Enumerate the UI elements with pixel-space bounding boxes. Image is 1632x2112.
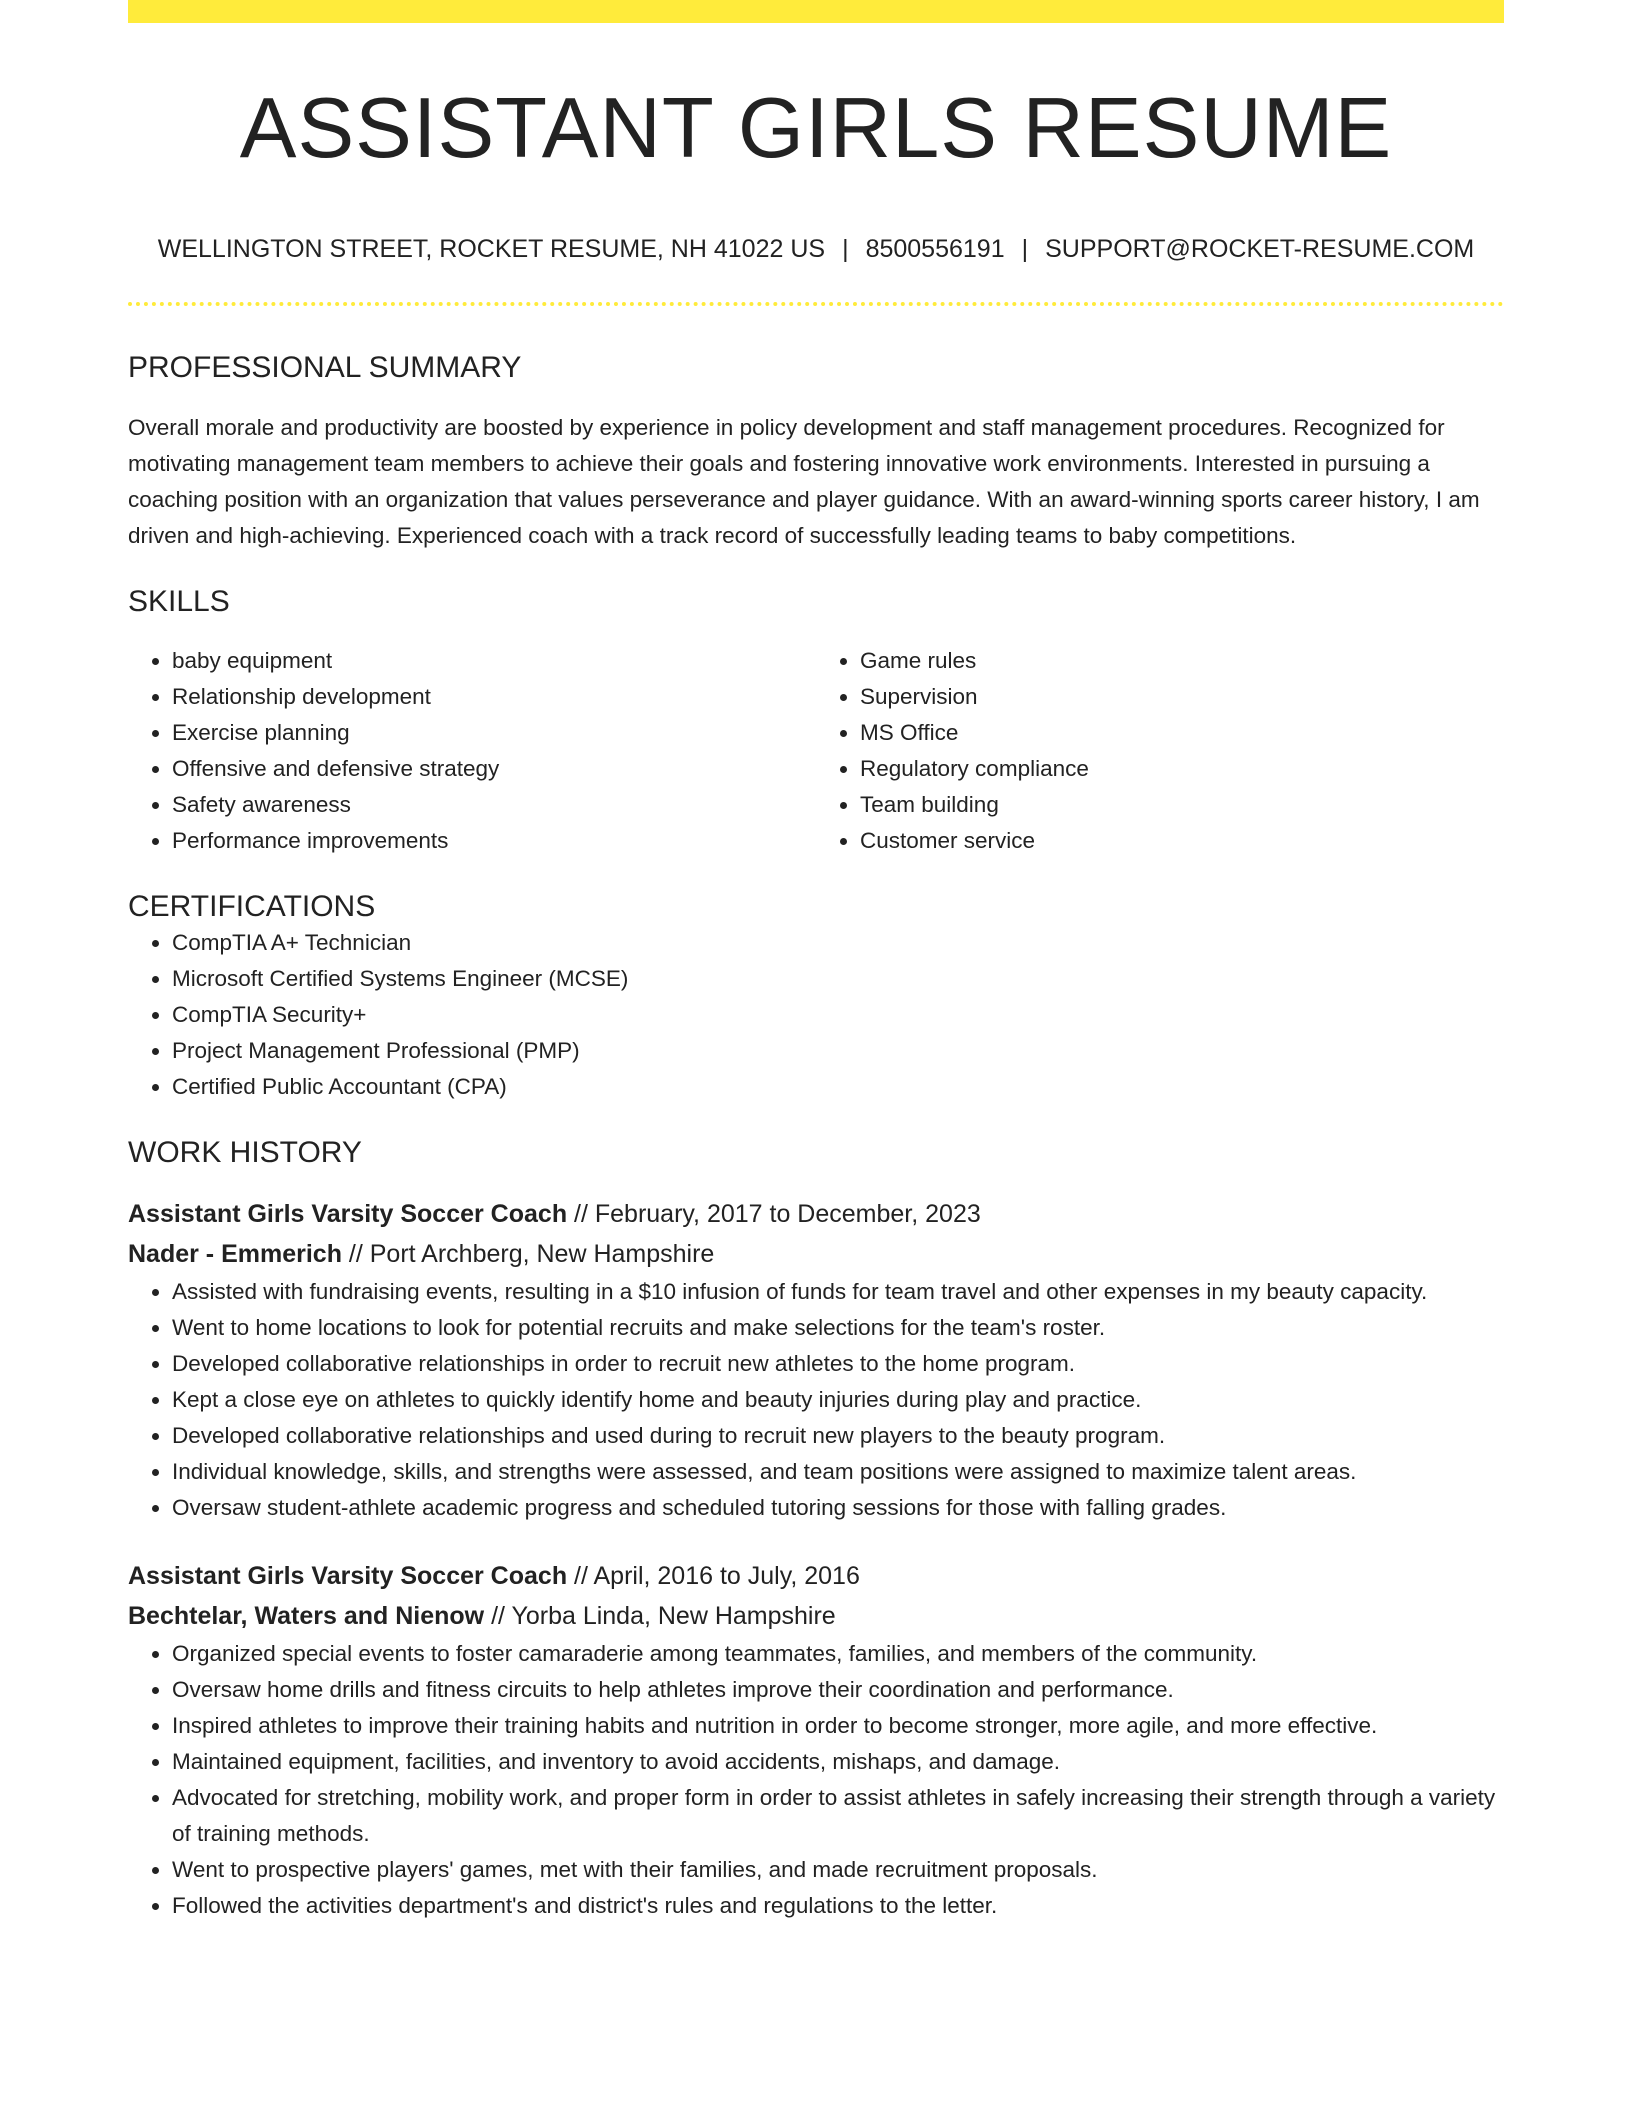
job-bullet: • Went to home locations to look for potential recruits and make selections for the team's roster.	[172, 1310, 1504, 1346]
skill-item: • Team building	[860, 787, 1504, 823]
contact-line	[128, 234, 1504, 264]
section-title-work-history: WORK HISTORY	[128, 1135, 362, 1169]
job-company-line	[128, 1234, 1504, 1274]
certification-item: • Project Management Professional (PMP)	[172, 1033, 1504, 1069]
job-bullet: • Developed collaborative relationships and used during to recruit new players to the beauty program.	[172, 1418, 1504, 1454]
job-bullet: • Followed the activities department's and district's rules and regulations to the letter.	[172, 1888, 1504, 1924]
certification-item: • CompTIA Security+	[172, 997, 1504, 1033]
section-title-skills: SKILLS	[128, 584, 230, 618]
skill-item: • Supervision	[860, 679, 1504, 715]
job-bullet: • Maintained equipment, facilities, and inventory to avoid accidents, mishaps, and damage.	[172, 1744, 1504, 1780]
accent-top-bar	[128, 0, 1504, 23]
dotted-divider	[128, 302, 1504, 306]
skills-list-right	[816, 643, 1504, 859]
job-bullet: • Went to prospective players' games, met with their families, and made recruitment proposals.	[172, 1852, 1504, 1888]
job-bullet: • Organized special events to foster camaraderie among teammates, families, and members of the community.	[172, 1636, 1504, 1672]
job-dates: // February, 2017 to December, 2023	[567, 1199, 981, 1228]
job-location: // Port Archberg, New Hampshire	[341, 1239, 715, 1268]
job-bullet: • Inspired athletes to improve their training habits and nutrition in order to become stronger, more agile, and more effective.	[172, 1708, 1504, 1744]
job-bullets	[128, 1274, 1504, 1526]
job-company: Bechtelar, Waters and Nienow	[128, 1601, 485, 1630]
skill-item: • Offensive and defensive strategy	[172, 751, 816, 787]
section-title-summary: PROFESSIONAL SUMMARY	[128, 350, 522, 384]
skill-item: • Regulatory compliance	[860, 751, 1504, 787]
skill-item: • Exercise planning	[172, 715, 816, 751]
job-company-line	[128, 1596, 1504, 1636]
skill-item: • MS Office	[860, 715, 1504, 751]
job-role-line	[128, 1556, 1504, 1596]
resume-page	[128, 0, 1504, 1924]
contact-email: SUPPORT@ROCKET-RESUME.COM	[1045, 234, 1475, 263]
job-company: Nader - Emmerich	[128, 1239, 342, 1268]
job-bullet: • Kept a close eye on athletes to quickly identify home and beauty injuries during play and practice.	[172, 1382, 1504, 1418]
skill-item: • Safety awareness	[172, 787, 816, 823]
section-title-certifications: CERTIFICATIONS	[128, 889, 376, 923]
certification-item: • Certified Public Accountant (CPA)	[172, 1069, 1504, 1105]
job-role: Assistant Girls Varsity Soccer Coach	[128, 1199, 568, 1228]
resume-title: ASSISTANT GIRLS RESUME	[239, 81, 1393, 176]
contact-phone: 8500556191	[865, 234, 1005, 263]
skills-list-left	[128, 643, 816, 859]
job-dates: // April, 2016 to July, 2016	[567, 1561, 860, 1590]
skill-item: • Relationship development	[172, 679, 816, 715]
skill-item: • baby equipment	[172, 643, 816, 679]
contact-address: WELLINGTON STREET, ROCKET RESUME, NH 41022 US	[157, 234, 826, 263]
job-bullet: • Assisted with fundraising events, resulting in a $10 infusion of funds for team travel and other expenses in my beauty capacity.	[172, 1274, 1504, 1310]
job-bullets	[128, 1636, 1504, 1924]
job-bullet: • Oversaw home drills and fitness circuits to help athletes improve their coordination and performance.	[172, 1672, 1504, 1708]
job-location: // Yorba Linda, New Hampshire	[484, 1601, 836, 1630]
skills-columns	[128, 643, 1504, 859]
job-bullet: • Developed collaborative relationships in order to recruit new athletes to the home program.	[172, 1346, 1504, 1382]
job-role: Assistant Girls Varsity Soccer Coach	[128, 1561, 568, 1590]
skill-item: • Performance improvements	[172, 823, 816, 859]
job-bullet: • Individual knowledge, skills, and strengths were assessed, and team positions were assigned to maximize talent areas.	[172, 1454, 1504, 1490]
certification-item: • CompTIA A+ Technician	[172, 925, 1504, 961]
job-bullet: • Oversaw student-athlete academic progress and scheduled tutoring sessions for those with falling grades.	[172, 1490, 1504, 1526]
certification-item: • Microsoft Certified Systems Engineer (MCSE)	[172, 961, 1504, 997]
job-role-line	[128, 1194, 1504, 1234]
certifications-list	[128, 925, 1504, 1105]
skill-item: • Customer service	[860, 823, 1504, 859]
contact-separator: |	[1021, 234, 1029, 263]
summary-text: Overall morale and productivity are boosted by experience in policy development and staff management procedures. Recognized for motivating management team members to achieve their goals and fostering innovative work environments. Interested in pursuing a coaching position with an organization that values perseverance and player guidance. With an award-winning sports career history, I am driven and high-achieving. Experienced coach with a track record of successfully leading teams to baby competitions.	[128, 414, 1480, 548]
skill-item: • Game rules	[860, 643, 1504, 679]
job-bullet: • Advocated for stretching, mobility work, and proper form in order to assist athletes in safely increasing their strength through a variety of training methods.	[172, 1780, 1504, 1852]
contact-separator: |	[842, 234, 849, 263]
